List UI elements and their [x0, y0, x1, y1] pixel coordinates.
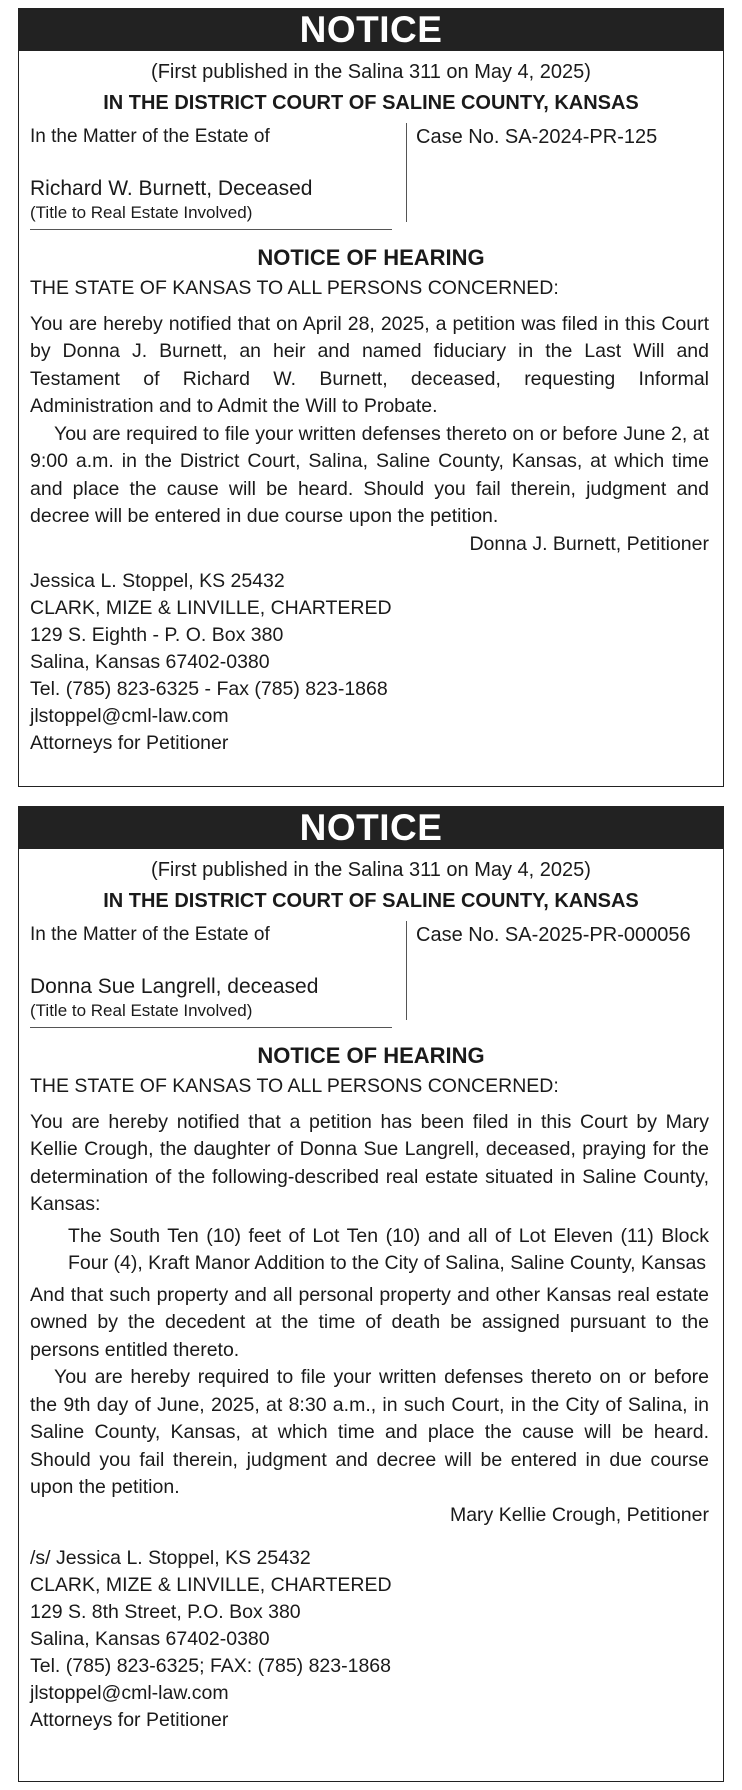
firm-address-city: Salina, Kansas 67402-0380 [30, 651, 270, 673]
law-firm: CLARK, MIZE & LINVILLE, CHARTERED [30, 597, 392, 619]
petitioner-signature: Donna J. Burnett, Petitioner [469, 532, 709, 555]
hearing-heading: NOTICE OF HEARING [257, 1043, 485, 1068]
matter-label: In the Matter of the Estate of [30, 924, 270, 945]
addressee-line: THE STATE OF KANSAS TO ALL PERSONS CONCERNED: [30, 277, 559, 299]
publication-line: (First published in the Salina 311 on May 4, 2025) [151, 859, 591, 881]
legal-description: The South Ten (10) feet of Lot Ten (10) and all of Lot Eleven (11) Block Four (4), Kraft Manor Addition to the City of Salina, Saline County, Kansas [68, 1224, 709, 1274]
notice-banner: NOTICE [19, 807, 723, 849]
title-note: (Title to Real Estate Involved) [30, 1001, 253, 1020]
defenses-paragraph: You are required to file your written defenses thereto on or before June 2, at 9:00 a.m. in the District Court, Salina, Saline County, Kansas, at which time and place the cause will be heard. Should you fail therein, judgment and decree will be entered in due course upon the petition. [30, 422, 709, 527]
firm-email: jlstoppel@cml-law.com [30, 705, 229, 727]
court-heading: IN THE DISTRICT COURT OF SALINE COUNTY, KANSAS [103, 92, 639, 114]
firm-email: jlstoppel@cml-law.com [30, 1682, 229, 1704]
firm-address-city: Salina, Kansas 67402-0380 [30, 1628, 270, 1650]
firm-address-street: 129 S. 8th Street, P.O. Box 380 [30, 1601, 301, 1623]
caption-estate-block [30, 123, 392, 230]
assignment-paragraph: And that such property and all personal property and other Kansas real estate owned by the decedent at the time of death be assigned pursuant to the persons entitled thereto. [30, 1283, 709, 1361]
title-note: (Title to Real Estate Involved) [30, 203, 253, 222]
caption-estate-block [30, 921, 392, 1028]
petition-paragraph: You are hereby notified that a petition has been filed in this Court by Mary Kellie Crough, the daughter of Donna Sue Langrell, deceased, praying for the determination of the following-described real estate situated in Saline County, Kansas: [30, 1110, 709, 1215]
caption-divider [406, 123, 407, 222]
firm-address-street: 129 S. Eighth - P. O. Box 380 [30, 624, 284, 646]
petition-paragraph: You are hereby notified that on April 28, 2025, a petition was filed in this Court by Donna J. Burnett, an heir and named fiduciary in the Last Will and Testament of Richard W. Burnett, deceased, requesting Informal Administration and to Admit the Will to Probate. [30, 312, 709, 417]
law-firm: CLARK, MIZE & LINVILLE, CHARTERED [30, 1574, 392, 1596]
defenses-paragraph: You are hereby required to file your written defenses thereto on or before the 9th day of June, 2025, at 8:30 a.m., in such Court, in the City of Salina, in Saline County, Kansas, at which time and place the cause will be heard. Should you fail therein, judgment and decree will be entered in due course upon the petition. [30, 1366, 709, 1498]
attorney-role: Attorneys for Petitioner [30, 1709, 229, 1731]
case-caption [19, 123, 723, 235]
notice-estate-langrell [18, 806, 724, 1782]
case-number: Case No. SA-2025-PR-000056 [416, 924, 691, 946]
matter-label: In the Matter of the Estate of [30, 126, 270, 147]
attorney-block [30, 568, 709, 757]
attorney-name: /s/ Jessica L. Stoppel, KS 25432 [30, 1547, 311, 1569]
firm-phone-fax: Tel. (785) 823-6325 - Fax (785) 823-1868 [30, 678, 388, 700]
attorney-block [30, 1545, 709, 1734]
attorney-role: Attorneys for Petitioner [30, 732, 229, 754]
decedent-name: Richard W. Burnett, Deceased [30, 177, 313, 200]
case-caption [19, 921, 723, 1033]
attorney-name: Jessica L. Stoppel, KS 25432 [30, 570, 285, 592]
case-number: Case No. SA-2024-PR-125 [416, 126, 658, 148]
caption-divider [406, 921, 407, 1020]
publication-line: (First published in the Salina 311 on May 4, 2025) [151, 61, 591, 83]
decedent-name: Donna Sue Langrell, deceased [30, 975, 319, 998]
addressee-line: THE STATE OF KANSAS TO ALL PERSONS CONCERNED: [30, 1075, 559, 1097]
court-heading: IN THE DISTRICT COURT OF SALINE COUNTY, KANSAS [103, 890, 639, 912]
firm-phone-fax: Tel. (785) 823-6325; FAX: (785) 823-1868 [30, 1655, 391, 1677]
petitioner-signature: Mary Kellie Crough, Petitioner [449, 1503, 709, 1526]
hearing-heading: NOTICE OF HEARING [257, 245, 485, 270]
notice-banner: NOTICE [19, 9, 723, 51]
notice-estate-burnett [18, 8, 724, 787]
